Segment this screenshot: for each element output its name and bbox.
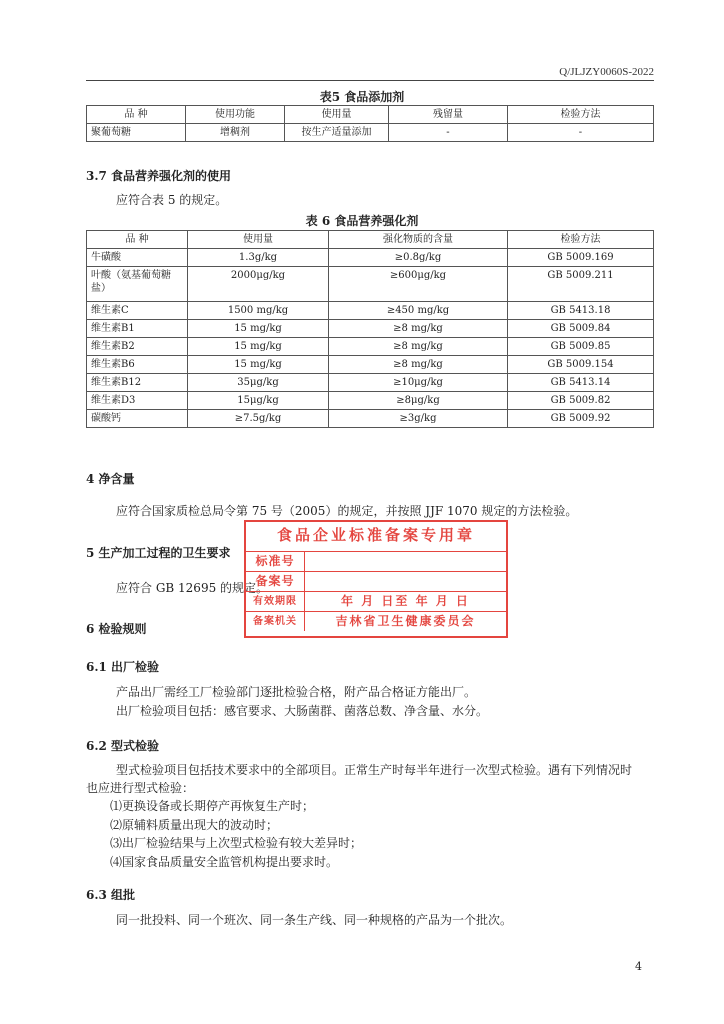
section-6-2-para: 也应进行型式检验： <box>86 781 195 795</box>
table6-cell: 15 mg/kg <box>188 338 329 356</box>
table6-cell: ≥3g/kg <box>329 410 508 428</box>
stamp-label: 备案号 <box>246 572 305 591</box>
table6-header: 使用量 <box>188 231 329 249</box>
section-5-title: 5 生产加工过程的卫生要求 <box>86 546 231 560</box>
table6-cell: 15 mg/kg <box>188 320 329 338</box>
stamp-title: 食品企业标准备案专用章 <box>246 522 506 552</box>
table6-cell: GB 5009.85 <box>508 338 654 356</box>
table6 <box>86 230 654 428</box>
section-3-7-title: 3.7 食品营养强化剂的使用 <box>86 169 232 183</box>
stamp-label: 有效期限 <box>246 592 305 611</box>
table6-cell: 维生素B2 <box>87 338 188 356</box>
table6-cell: GB 5413.14 <box>508 374 654 392</box>
table6-cell: GB 5413.18 <box>508 302 654 320</box>
section-6-3-title: 6.3 组批 <box>86 888 136 902</box>
section-4-text: 应符合国家质检总局令第 75 号（2005）的规定，并按照 JJF 1070 规定的方法检验。 <box>116 504 578 518</box>
table6-cell: 牛磺酸 <box>87 249 188 267</box>
stamp-label: 备案机关 <box>246 612 305 631</box>
stamp-value: 吉林省卫生健康委员会 <box>335 614 476 628</box>
section-6-1-title: 6.1 出厂检验 <box>86 660 160 674</box>
table5-header: 使用功能 <box>186 106 285 124</box>
table5-cell: - <box>508 124 654 142</box>
section-6-1-para: 出厂检验项目包括：感官要求、大肠菌群、菌落总数、净含量、水分。 <box>116 704 489 718</box>
table5-cell: 聚葡萄糖 <box>87 124 186 142</box>
list-item: ⑷国家食品质量安全监管机构提出要求时。 <box>110 855 339 869</box>
table6-cell: GB 5009.84 <box>508 320 654 338</box>
section-4-title: 4 净含量 <box>86 472 135 486</box>
table6-cell: ≥0.8g/kg <box>329 249 508 267</box>
table5-header: 品 种 <box>87 106 186 124</box>
section-6-1-para: 产品出厂需经工厂检验部门逐批检验合格，附产品合格证方能出厂。 <box>116 685 477 699</box>
table6-cell: GB 5009.211 <box>508 267 654 302</box>
section-3-7-text: 应符合表 5 的规定。 <box>116 193 228 207</box>
table6-cell: 35μg/kg <box>188 374 329 392</box>
table6-cell: ≥8μg/kg <box>329 392 508 410</box>
table5-header: 使用量 <box>285 106 389 124</box>
table6-cell: ≥8 mg/kg <box>329 338 508 356</box>
table6-cell: GB 5009.154 <box>508 356 654 374</box>
table6-cell: ≥8 mg/kg <box>329 356 508 374</box>
table6-cell: ≥10μg/kg <box>329 374 508 392</box>
table6-cell: 1.3g/kg <box>188 249 329 267</box>
page-number: 4 <box>635 960 642 973</box>
section-6-2-para: 型式检验项目包括技术要求中的全部项目。正常生产时每半年进行一次型式检验。遇有下列情况时 <box>116 763 633 777</box>
table6-cell: 1500 mg/kg <box>188 302 329 320</box>
table6-cell: ≥8 mg/kg <box>329 320 508 338</box>
section-5-text: 应符合 GB 12695 的规定。 <box>116 581 269 595</box>
table6-cell: 维生素D3 <box>87 392 188 410</box>
table6-cell: 15 mg/kg <box>188 356 329 374</box>
list-item: ⑴更换设备或长期停产再恢复生产时； <box>110 799 315 813</box>
stamp-value <box>305 552 506 571</box>
table5-header: 检验方法 <box>508 106 654 124</box>
stamp-value: 年 月 日至 年 月 日 <box>341 594 470 608</box>
table6-header: 强化物质的含量 <box>329 231 508 249</box>
table5-header: 残留量 <box>389 106 508 124</box>
table6-cell: ≥7.5g/kg <box>188 410 329 428</box>
section-6-2-title: 6.2 型式检验 <box>86 739 160 753</box>
table6-cell: ≥600μg/kg <box>329 267 508 302</box>
section-6-3-text: 同一批投料、同一个班次、同一条生产线、同一种规格的产品为一个批次。 <box>116 913 513 927</box>
stamp-value <box>305 572 506 591</box>
table5 <box>86 105 654 142</box>
table5-cell: 增稠剂 <box>186 124 285 142</box>
table6-header: 检验方法 <box>508 231 654 249</box>
table6-cell: ≥450 mg/kg <box>329 302 508 320</box>
stamp-label: 标准号 <box>246 552 305 571</box>
table6-cell: 维生素B12 <box>87 374 188 392</box>
table6-cell: 叶酸（氨基葡萄糖盐） <box>87 267 188 302</box>
list-item: ⑶出厂检验结果与上次型式检验有较大差异时； <box>110 836 363 850</box>
table6-cell: GB 5009.169 <box>508 249 654 267</box>
filing-stamp <box>244 520 508 638</box>
table6-cell: 2000μg/kg <box>188 267 329 302</box>
table6-cell: 维生素B1 <box>87 320 188 338</box>
table6-cell: 15μg/kg <box>188 392 329 410</box>
table6-cell: GB 5009.92 <box>508 410 654 428</box>
table6-cell: 维生素C <box>87 302 188 320</box>
table6-cell: 碳酸钙 <box>87 410 188 428</box>
section-6-title: 6 检验规则 <box>86 622 147 636</box>
table6-cell: GB 5009.82 <box>508 392 654 410</box>
table6-header: 品 种 <box>87 231 188 249</box>
table6-caption: 表 6 食品营养强化剂 <box>305 214 419 228</box>
table5-caption: 表5 食品添加剂 <box>319 90 405 104</box>
header-rule <box>86 80 654 81</box>
table6-cell: 维生素B6 <box>87 356 188 374</box>
doc-number: Q/JLJZY0060S-2022 <box>559 66 654 78</box>
table5-cell: 按生产适量添加 <box>285 124 389 142</box>
list-item: ⑵原辅料质量出现大的波动时； <box>110 818 279 832</box>
table5-cell: - <box>389 124 508 142</box>
